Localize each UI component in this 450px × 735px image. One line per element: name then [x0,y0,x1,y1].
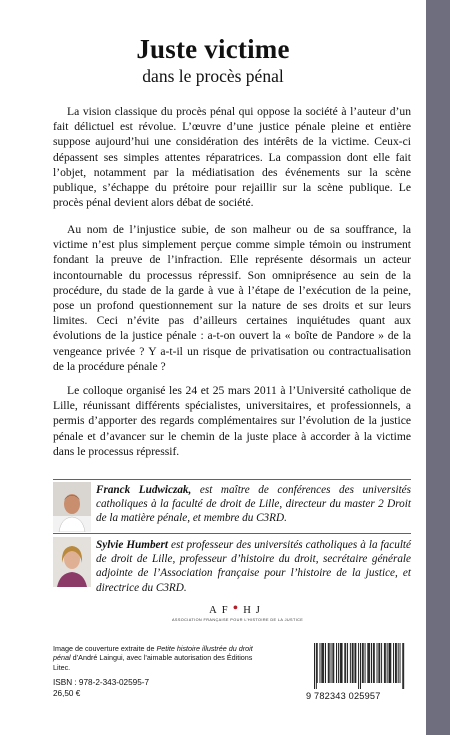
credit-suffix: d’André Laingui, avec l’aimable autorisation des Éditions Litec. [53,653,253,672]
barcode-bar [403,643,404,689]
barcode-bar [373,643,374,683]
logo-letters: AF•HJ [209,600,265,617]
barcode-bar [325,643,326,683]
author-photo-ludwiczak [53,482,91,532]
barcode-bar [345,643,346,683]
logo-subtitle: ASSOCIATION FRANÇAISE POUR L’HISTOIRE DE LA JUSTICE [172,618,304,622]
barcode-bar [332,643,333,683]
barcode-bar [398,643,399,683]
barcode-bar [316,643,317,689]
barcode-bar [314,643,315,689]
barcode-bar [342,643,343,683]
barcode-bar [368,643,369,683]
logo-emblem-icon: • [232,600,244,617]
barcode-bar [331,643,332,683]
barcode-bar [369,643,370,683]
barcode-digits: 9 782343 025957 [306,691,381,701]
author-photo-humbert [53,537,91,587]
author-bio-ludwiczak [96,483,411,526]
author-bio-humbert [96,538,411,595]
barcode-bar [378,643,379,683]
barcode-bars [306,641,412,691]
barcode-bar [393,643,394,683]
barcode-bar [328,643,329,683]
book-subtitle: dans le procès pénal [142,66,284,86]
description-paragraph-1: La vision classique du procès pénal qui oppose la société à l’auteur d’un fait délictuel est révolue. L’œuvre d’une justice pénale pleine et entière suppose aujourd’hui une considération des intérêts de la victime. Ceux-ci dépassent ses simples attentes réparatrices. La compassion dont elle fait l’objet, notamment par la médiatisation des événements sur la scène publique, s’échappe du prétoire pour rejaillir sur la scène publique. Le procès pénal devient alors débat de société. [53,105,411,210]
author-name: Franck Ludwiczak, [96,484,192,496]
barcode-bar [379,643,380,683]
barcode-bar [363,643,364,683]
barcode-bar [377,643,378,683]
barcode-bar [390,643,391,683]
barcode-bar [374,643,375,683]
author-bio-text: est maître de conférences des universités catholiques à la faculté de droit de Lille, directeur du master 2 Droit de la matière pénale, et membre du C3RD. [96,484,411,525]
barcode-bar [317,643,318,683]
barcode-bar [389,643,390,683]
barcode-bar [333,643,334,683]
barcode-bar [385,643,386,683]
barcode-bar [347,643,348,683]
credit-prefix: Image de couverture extraite de [53,644,157,653]
credit-work-title: Petite histoire illustrée du droit pénal [53,644,253,663]
barcode-bar [322,643,323,683]
barcode-bar [338,643,339,683]
barcode-bar [381,643,382,683]
barcode-bar [355,643,356,683]
barcode-bar [354,643,355,683]
barcode-bar [352,643,353,683]
barcode-bar [371,643,372,683]
book-spine [426,0,450,735]
cover-image-credit [53,644,253,672]
barcode-bar [367,643,368,683]
book-title: Juste victime [136,34,290,64]
barcode-bar [323,643,324,683]
isbn: ISBN : 978-2-343-02595-7 [53,678,150,687]
barcode-bar [365,643,366,683]
afhj-logo [172,600,302,630]
barcode-bar [362,643,363,683]
barcode-bar [387,643,388,683]
barcode-bar [341,643,342,683]
description-paragraph-2: Au nom de l’injustice subie, de son malheur ou de sa souffrance, la victime n’est plus simplement perçue comme simple témoin ou instrument fondant la preuve de l’infraction. Elle représente désormais un acteur incontournable du processus répressif. Son omniprésence au sein de la procédure, du stade de la garde à vue à l’étape de l’exécution de la peine, pose un profond questionnement sur la nature de ses droits et sur leurs limites. Ceci n’évite pas d’ailleurs certaines inquiétudes quant aux évolutions de la justice pénale : a-t-on ouvert la « boîte de Pandore » de la vengeance privée ? Y a-t-il un risque de privatisation ou contractualisation de la procédure pénale ? [53,223,411,373]
author-bio-text: est professeur des universités catholiques à la faculté de droit de Lille, professeur d’histoire du droit, secrétaire générale adjointe de l’Association française pour l’histoire de la justice, et directrice du C3RD. [96,539,412,594]
description-paragraph-3: Le colloque organisé les 24 et 25 mars 2011 à l’Université catholique de Lille, réunissant différents spécialistes, universitaires, et professionnels, a permis d’apporter des regards complémentaires sur l’évolution de la justice pénale et d’avancer sur le chemin de la juste place à accorder à la victime dans le processus répressif. [53,384,411,458]
barcode-bar [336,643,337,683]
barcode-bar [395,643,396,683]
author-separator-2 [53,533,411,534]
author-separator-1 [53,479,411,480]
barcode-bar [353,643,354,683]
barcode [306,641,412,701]
barcode-bar [320,643,321,683]
barcode-bar [389,643,390,683]
barcode-bar [340,643,341,683]
barcode-bar [396,643,397,683]
barcode-bar [344,643,345,683]
barcode-bar [358,643,359,689]
price: 26,50 € [53,689,81,698]
author-name: Sylvie Humbert [96,539,168,551]
barcode-bar [321,643,322,683]
barcode-bar [329,643,330,683]
barcode-bar [384,643,385,683]
barcode-bar [350,643,351,683]
barcode-bar [400,643,401,683]
barcode-bar [402,643,403,689]
barcode-bar [360,643,361,689]
